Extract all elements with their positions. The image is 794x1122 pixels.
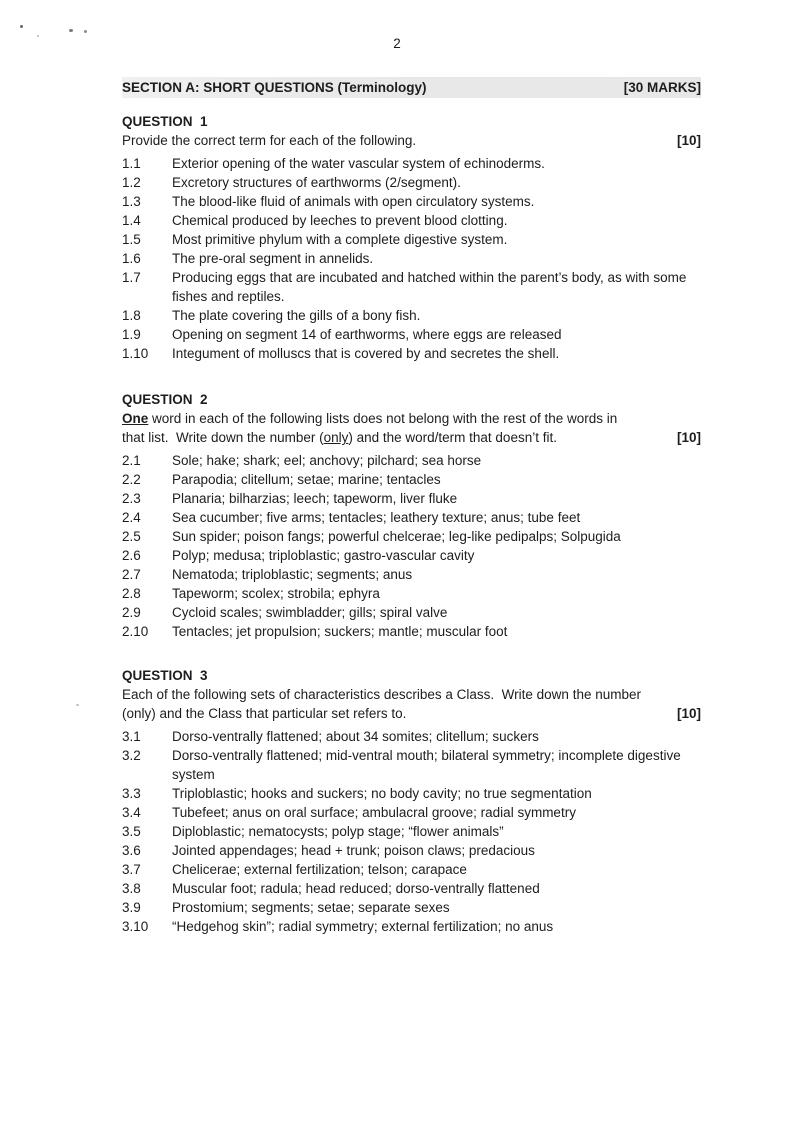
item-text: Sun spider; poison fangs; powerful chelcerae; leg-like pedipalps; Solpugida: [172, 529, 621, 544]
page-number: 2: [393, 36, 401, 51]
question-item: [122, 603, 701, 622]
question-title: QUESTION 1: [122, 114, 208, 129]
item-number: 2.2: [122, 472, 141, 487]
item-number: 3.2: [122, 748, 141, 763]
item-number: 1.8: [122, 308, 141, 323]
scan-speck: [76, 704, 79, 706]
item-number: 3.3: [122, 786, 141, 801]
question-item: [122, 192, 701, 211]
item-text: The pre-oral segment in annelids.: [172, 251, 374, 266]
question-item: [122, 565, 701, 584]
question-item: [122, 249, 701, 268]
question-item: [122, 727, 701, 746]
item-text: Chelicerae; external fertilization; telson; carapace: [172, 862, 467, 877]
question-item: [122, 230, 701, 249]
question-item: [122, 451, 701, 470]
intro-line: Provide the correct term for each of the following.: [122, 133, 417, 148]
item-text: Producing eggs that are incubated and hatched within the parent’s body, as with some fishes and reptiles.: [172, 270, 687, 304]
item-text: Polyp; medusa; triploblastic; gastro-vascular cavity: [172, 548, 475, 563]
item-text: Cycloid scales; swimbladder; gills; spiral valve: [172, 605, 448, 620]
item-number: 1.4: [122, 213, 141, 228]
item-text: Exterior opening of the water vascular system of echinoderms.: [172, 156, 545, 171]
question-3: [122, 666, 701, 936]
question-item: [122, 584, 701, 603]
item-number: 2.4: [122, 510, 141, 525]
question-item: [122, 154, 701, 173]
question-item: [122, 841, 701, 860]
question-items: [122, 154, 701, 363]
question-marks: [10]: [676, 706, 701, 721]
item-text: Tentacles; jet propulsion; suckers; mantle; muscular foot: [172, 624, 508, 639]
question-item: [122, 470, 701, 489]
item-text: Sole; hake; shark; eel; anchovy; pilchard; sea horse: [172, 453, 482, 468]
question-items: [122, 727, 701, 936]
question-item: [122, 879, 701, 898]
scan-speck: [69, 29, 73, 32]
item-text: Diploblastic; nematocysts; polyp stage; “flower animals”: [172, 824, 504, 839]
item-text: Tubefeet; anus on oral surface; ambulacral groove; radial symmetry: [172, 805, 576, 820]
section-title: SECTION A: SHORT QUESTIONS (Terminology): [122, 80, 427, 95]
item-text: Most primitive phylum with a complete digestive system.: [172, 232, 508, 247]
item-number: 3.4: [122, 805, 141, 820]
question-item: [122, 746, 701, 784]
intro-line: One word in each of the following lists does not belong with the rest of the words in: [122, 411, 618, 426]
item-number: 1.7: [122, 270, 141, 285]
question-title: QUESTION 2: [122, 392, 208, 407]
item-number: 2.10: [122, 624, 149, 639]
question-item: [122, 803, 701, 822]
item-text: “Hedgehog skin”; radial symmetry; external fertilization; no anus: [172, 919, 554, 934]
question-item: [122, 527, 701, 546]
question-item: [122, 173, 701, 192]
question-item: [122, 822, 701, 841]
item-number: 1.3: [122, 194, 141, 209]
item-number: 2.7: [122, 567, 141, 582]
item-number: 2.6: [122, 548, 141, 563]
item-text: Parapodia; clitellum; setae; marine; tentacles: [172, 472, 441, 487]
item-text: Planaria; bilharzias; leech; tapeworm, liver fluke: [172, 491, 458, 506]
item-number: 2.9: [122, 605, 141, 620]
item-number: 1.1: [122, 156, 141, 171]
item-number: 1.9: [122, 327, 141, 342]
intro-line: (only) and the Class that particular set refers to.: [122, 706, 407, 721]
question-intro: [122, 409, 701, 447]
item-number: 3.9: [122, 900, 141, 915]
item-number: 3.5: [122, 824, 141, 839]
item-number: 2.5: [122, 529, 141, 544]
item-text: Tapeworm; scolex; strobila; ephyra: [172, 586, 380, 601]
item-text: Jointed appendages; head + trunk; poison claws; predacious: [172, 843, 535, 858]
item-number: 3.10: [122, 919, 149, 934]
question-item: [122, 784, 701, 803]
page-content: [122, 77, 701, 936]
item-number: 3.7: [122, 862, 141, 877]
question-item: [122, 306, 701, 325]
question-item: [122, 622, 701, 641]
item-text: Muscular foot; radula; head reduced; dorso-ventrally flattened: [172, 881, 540, 896]
question-item: [122, 344, 701, 363]
question-item: [122, 325, 701, 344]
item-number: 1.5: [122, 232, 141, 247]
question-title: QUESTION 3: [122, 668, 208, 683]
question-item: [122, 211, 701, 230]
item-number: 2.8: [122, 586, 141, 601]
scan-speck: [20, 25, 23, 28]
item-text: Chemical produced by leeches to prevent blood clotting.: [172, 213, 508, 228]
item-text: Opening on segment 14 of earthworms, where eggs are released: [172, 327, 562, 342]
question-2: [122, 390, 701, 641]
question-item: [122, 489, 701, 508]
item-text: The blood-like fluid of animals with open circulatory systems.: [172, 194, 535, 209]
intro-line: Each of the following sets of characteristics describes a Class. Write down the number: [122, 687, 641, 702]
question-marks: [10]: [676, 430, 701, 445]
question-intro: [122, 685, 701, 723]
item-number: 2.1: [122, 453, 141, 468]
item-number: 2.3: [122, 491, 141, 506]
item-text: Dorso-ventrally flattened; mid-ventral mouth; bilateral symmetry; incomplete digestive system: [172, 748, 681, 782]
item-text: Integument of molluscs that is covered by and secretes the shell.: [172, 346, 560, 361]
item-number: 1.6: [122, 251, 141, 266]
item-number: 3.1: [122, 729, 141, 744]
item-text: Triploblastic; hooks and suckers; no body cavity; no true segmentation: [172, 786, 592, 801]
item-text: Excretory structures of earthworms (2/segment).: [172, 175, 461, 190]
item-text: Prostomium; segments; setae; separate sexes: [172, 900, 450, 915]
question-item: [122, 546, 701, 565]
question-intro: [122, 131, 701, 150]
question-item: [122, 268, 701, 306]
question-items: [122, 451, 701, 641]
item-number: 1.10: [122, 346, 149, 361]
section-marks: [30 MARKS]: [623, 80, 701, 95]
item-text: Nematoda; triploblastic; segments; anus: [172, 567, 413, 582]
intro-line: that list. Write down the number (only) and the word/term that doesn’t fit.: [122, 430, 557, 445]
item-text: Dorso-ventrally flattened; about 34 somites; clitellum; suckers: [172, 729, 539, 744]
question-item: [122, 860, 701, 879]
item-text: Sea cucumber; five arms; tentacles; leathery texture; anus; tube feet: [172, 510, 581, 525]
question-item: [122, 508, 701, 527]
question-marks: [10]: [676, 133, 701, 148]
question-1: [122, 112, 701, 363]
scan-speck: [84, 30, 87, 33]
item-number: 1.2: [122, 175, 141, 190]
question-item: [122, 898, 701, 917]
item-text: The plate covering the gills of a bony fish.: [172, 308, 421, 323]
item-number: 3.6: [122, 843, 141, 858]
section-heading: [122, 77, 701, 98]
question-item: [122, 917, 701, 936]
item-number: 3.8: [122, 881, 141, 896]
